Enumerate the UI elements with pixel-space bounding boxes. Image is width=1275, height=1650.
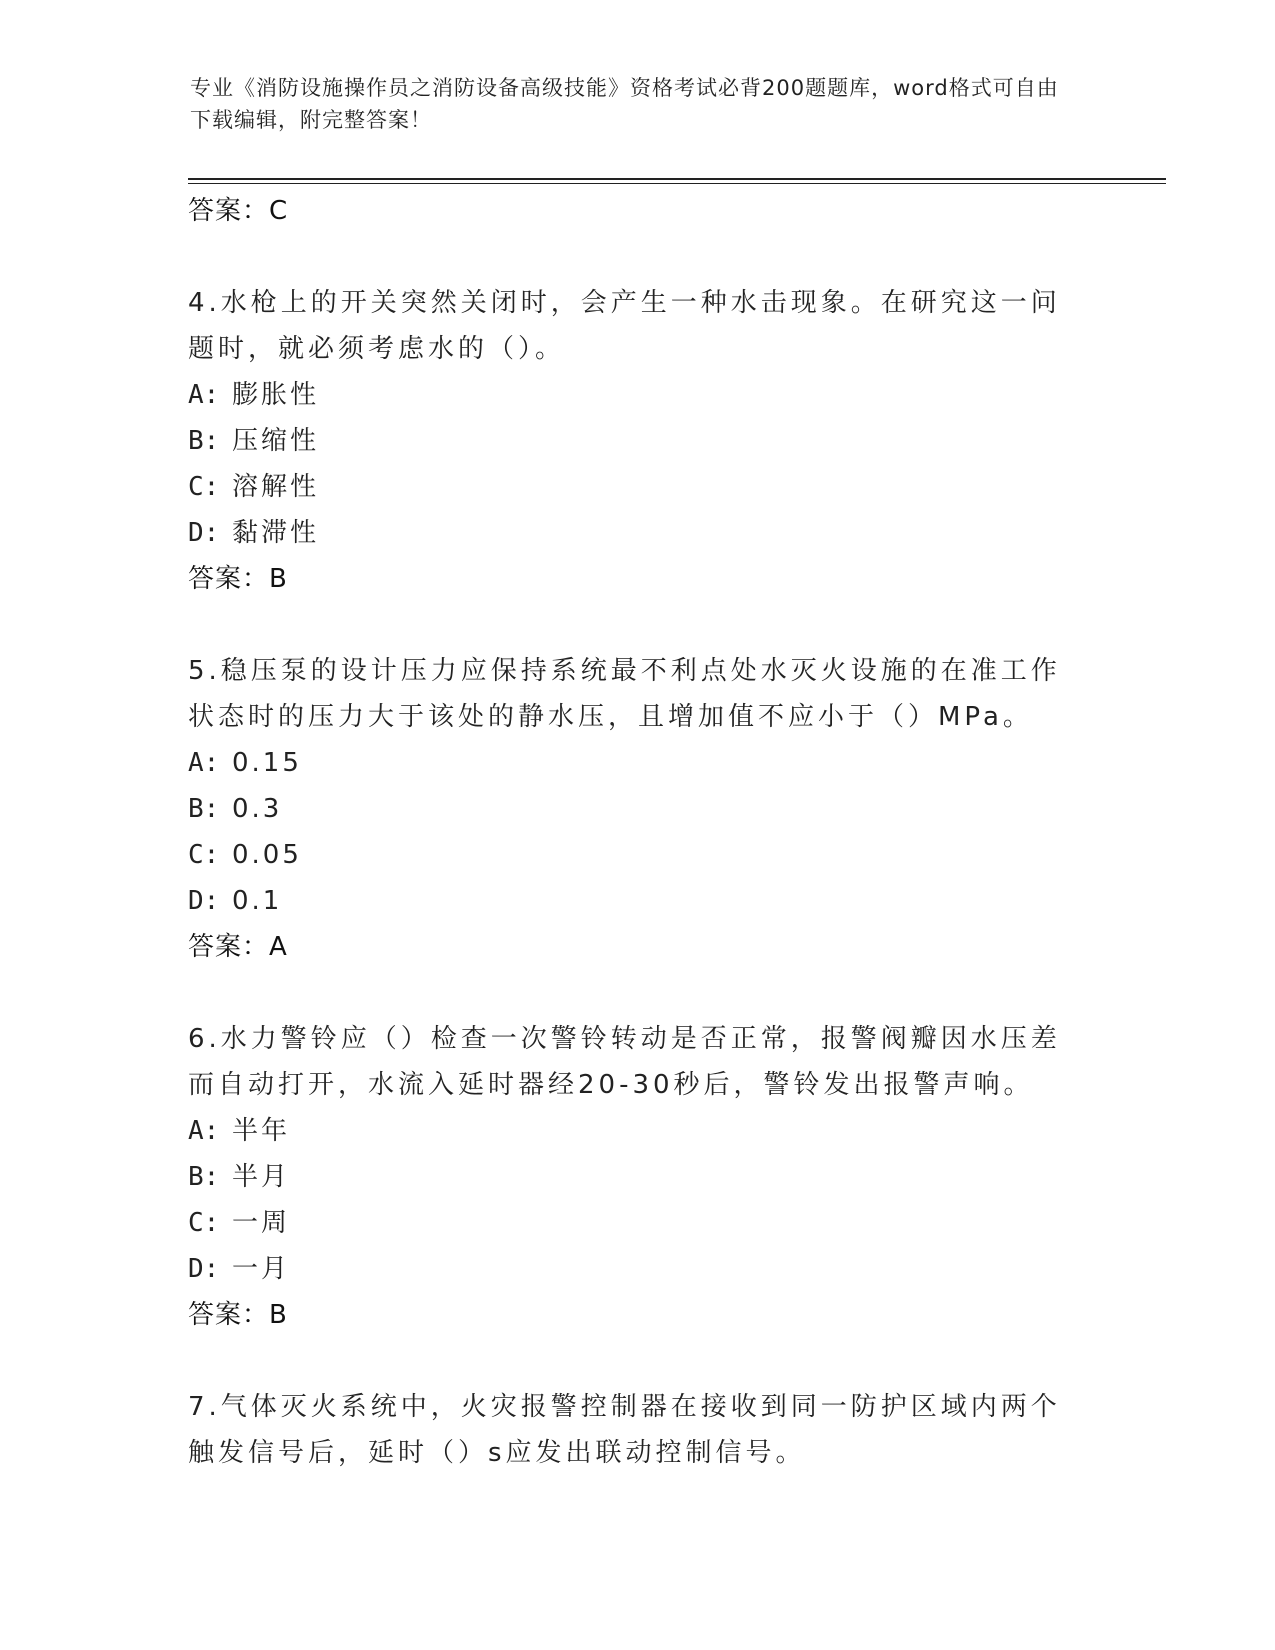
question-6 bbox=[188, 1016, 1088, 1338]
header-divider-thin bbox=[188, 183, 1166, 184]
option-d bbox=[188, 878, 1088, 924]
question-list bbox=[188, 188, 1088, 1476]
answer-line: 答案：A bbox=[188, 932, 288, 962]
option-letter: D: bbox=[188, 886, 220, 916]
option-a bbox=[188, 372, 1088, 418]
option-text: 0.1 bbox=[232, 886, 283, 916]
option-c bbox=[188, 1200, 1088, 1246]
option-text: 半年 bbox=[232, 1116, 291, 1146]
question-5 bbox=[188, 648, 1088, 970]
question-stem: 7.气体灭火系统中，火灾报警控制器在接收到同一防护区域内两个触发信号后，延时（）s应发出联动控制信号。 bbox=[188, 1392, 1061, 1468]
option-b bbox=[188, 1154, 1088, 1200]
option-text: 黏滞性 bbox=[232, 518, 320, 548]
option-text: 半月 bbox=[232, 1162, 291, 1192]
question-stem: 5.稳压泵的设计压力应保持系统最不利点处水灭火设施的在准工作状态时的压力大于该处的静水压，且增加值不应小于（）MPa。 bbox=[188, 656, 1061, 732]
option-letter: C: bbox=[188, 1208, 220, 1238]
option-letter: A: bbox=[188, 748, 220, 778]
option-text: 膨胀性 bbox=[232, 380, 320, 410]
option-c bbox=[188, 832, 1088, 878]
option-letter: D: bbox=[188, 518, 220, 548]
option-d bbox=[188, 1246, 1088, 1292]
option-a bbox=[188, 1108, 1088, 1154]
answer-line: 答案：C bbox=[188, 196, 289, 226]
option-text: 0.05 bbox=[232, 840, 302, 870]
option-c bbox=[188, 464, 1088, 510]
option-letter: D: bbox=[188, 1254, 220, 1284]
option-text: 压缩性 bbox=[232, 426, 320, 456]
option-letter: A: bbox=[188, 1116, 220, 1146]
option-b bbox=[188, 418, 1088, 464]
question-7 bbox=[188, 1384, 1088, 1476]
option-text: 0.3 bbox=[232, 794, 283, 824]
option-letter: B: bbox=[188, 1162, 220, 1192]
answer-line: 答案：B bbox=[188, 1300, 288, 1330]
question-stem: 6.水力警铃应（）检查一次警铃转动是否正常，报警阀瓣因水压差而自动打开，水流入延时器经20-30秒后，警铃发出报警声响。 bbox=[188, 1024, 1061, 1100]
option-a bbox=[188, 740, 1088, 786]
answer-line: 答案：B bbox=[188, 564, 288, 594]
option-letter: A: bbox=[188, 380, 220, 410]
option-letter: B: bbox=[188, 794, 220, 824]
option-text: 一周 bbox=[232, 1208, 291, 1238]
option-d bbox=[188, 510, 1088, 556]
option-letter: B: bbox=[188, 426, 220, 456]
option-letter: C: bbox=[188, 840, 220, 870]
document-header: 专业《消防设施操作员之消防设备高级技能》资格考试必背200题题库，word格式可自由下载编辑，附完整答案！ bbox=[190, 76, 1059, 132]
question-4 bbox=[188, 280, 1088, 602]
option-b bbox=[188, 786, 1088, 832]
option-text: 0.15 bbox=[232, 748, 302, 778]
option-text: 溶解性 bbox=[232, 472, 320, 502]
option-text: 一月 bbox=[232, 1254, 291, 1284]
question-stem: 4.水枪上的开关突然关闭时，会产生一种水击现象。在研究这一问题时，就必须考虑水的（）。 bbox=[188, 288, 1061, 364]
header-divider bbox=[188, 178, 1166, 180]
option-letter: C: bbox=[188, 472, 220, 502]
